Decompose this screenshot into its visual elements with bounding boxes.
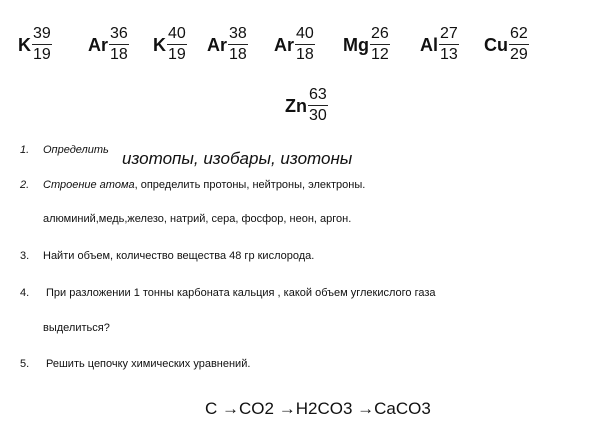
mass-number: 26: [370, 26, 390, 45]
atomic-number: 12: [371, 46, 389, 63]
task-2-prefix: Строение атома: [43, 179, 135, 191]
mass-atomic-fraction: [308, 87, 328, 124]
mass-number: 63: [308, 87, 328, 106]
task-4-text-continued: выделиться?: [43, 322, 110, 334]
isotope-cu62: [484, 26, 529, 63]
isotope-zn63: [285, 87, 328, 124]
mass-number: 40: [167, 26, 187, 45]
arrow-icon: →: [357, 399, 375, 418]
isotope-ar38: [207, 26, 248, 63]
atomic-number: 18: [110, 46, 128, 63]
task-1-prefix: Определить: [43, 144, 109, 156]
mass-number: 36: [109, 26, 129, 45]
atomic-number: 18: [229, 46, 247, 63]
mass-atomic-fraction: [109, 26, 129, 63]
element-symbol: K: [18, 34, 31, 55]
atomic-number: 13: [440, 46, 458, 63]
task-3-text: Найти объем, количество вещества 48 гр кислорода.: [43, 250, 315, 262]
atomic-number: 18: [296, 46, 314, 63]
mass-atomic-fraction: [228, 26, 248, 63]
mass-atomic-fraction: [370, 26, 390, 63]
isotope-ar36: [88, 26, 129, 63]
task-3-number: 3.: [20, 250, 30, 262]
chain-carbon: C: [205, 399, 218, 418]
element-symbol: Ar: [88, 34, 109, 55]
chain-caco3: CaCO3: [374, 399, 431, 418]
mass-number: 39: [32, 26, 52, 45]
element-symbol: Mg: [343, 34, 369, 55]
element-symbol: Cu: [484, 34, 508, 55]
element-symbol: Zn: [285, 95, 307, 116]
task-2-number: 2.: [20, 179, 30, 191]
task-1-emphasis: изотопы, изобары, изотоны: [122, 149, 353, 168]
arrow-icon: →: [222, 399, 240, 418]
atomic-number: 30: [309, 107, 327, 124]
mass-number: 62: [509, 26, 529, 45]
mass-atomic-fraction: [295, 26, 315, 63]
task-5-number: 5.: [20, 358, 30, 370]
element-symbol: Ar: [207, 34, 228, 55]
isotope-al27: [420, 26, 459, 63]
chain-h2co3: H2CO3: [295, 399, 353, 418]
atomic-number: 19: [168, 46, 186, 63]
chemical-chain: [205, 399, 431, 419]
task-2-rest: , определить протоны, нейтроны, электроны.: [134, 179, 366, 191]
mass-atomic-fraction: [167, 26, 187, 63]
task-2-line: [43, 179, 365, 191]
isotope-k40: [153, 26, 187, 63]
task-5-text: Решить цепочку химических уравнений.: [46, 358, 251, 370]
element-symbol: K: [153, 34, 166, 55]
mass-atomic-fraction: [32, 26, 52, 63]
isotope-k39: [18, 26, 52, 63]
chain-co2: CO2: [239, 399, 274, 418]
isotope-ar40: [274, 26, 315, 63]
element-symbol: Ar: [274, 34, 295, 55]
arrow-icon: →: [278, 399, 296, 418]
mass-number: 27: [439, 26, 459, 45]
mass-atomic-fraction: [439, 26, 459, 63]
mass-number: 38: [228, 26, 248, 45]
task-1-number: 1.: [20, 144, 30, 156]
task-4-text: При разложении 1 тонны карбоната кальция , какой объем углекислого газа: [46, 287, 436, 299]
mass-atomic-fraction: [509, 26, 529, 63]
task-4-number: 4.: [20, 287, 30, 299]
isotope-mg26: [343, 26, 390, 63]
mass-number: 40: [295, 26, 315, 45]
element-symbol: Al: [420, 34, 438, 55]
atomic-number: 29: [510, 46, 528, 63]
atomic-number: 19: [33, 46, 51, 63]
task-2-elements: алюминий,медь,железо, натрий, сера, фосфор, неон, аргон.: [43, 213, 352, 225]
